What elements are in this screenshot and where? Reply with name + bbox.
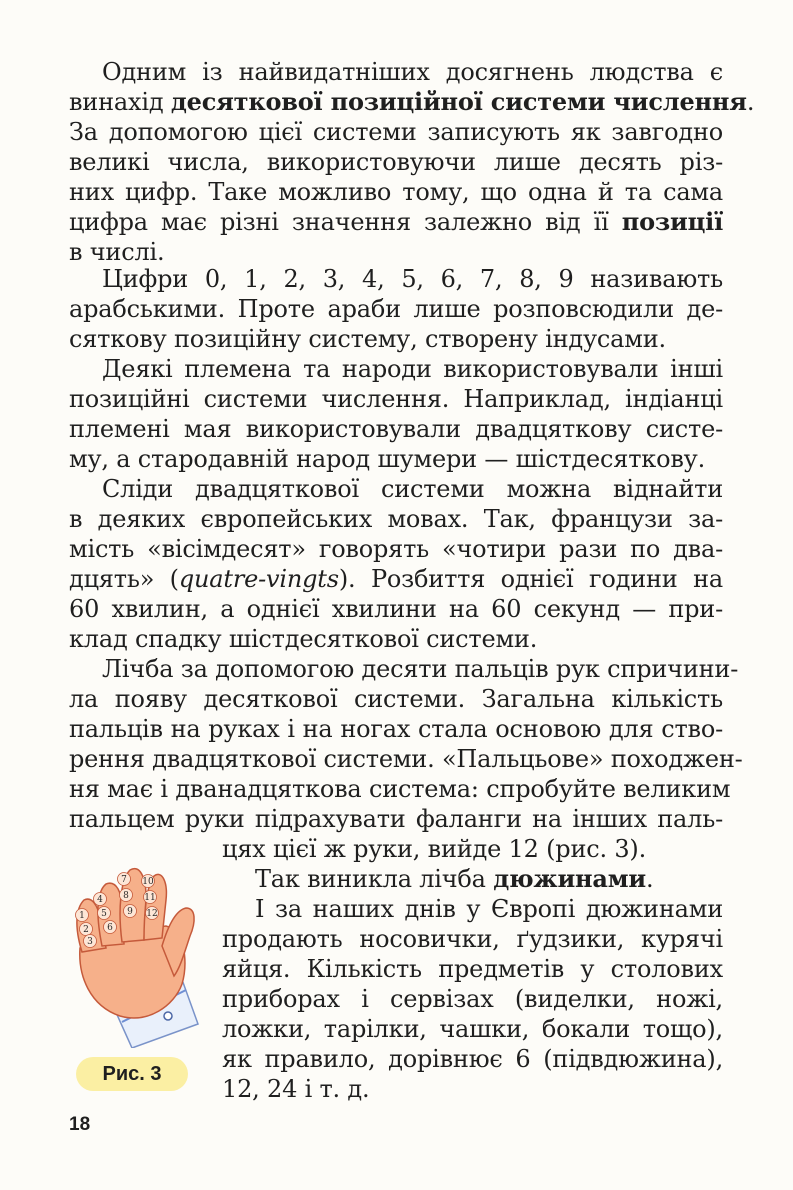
text-line: Цифри 0, 1, 2, 3, 4, 5, 6, 7, 8, 9 називають	[102, 265, 723, 293]
phalanx-number: 3	[87, 937, 93, 947]
phalanx-number: 5	[101, 909, 107, 919]
text-line: клад спадку шістдесяткової системи.	[69, 625, 538, 653]
text-line: За допомогою цієї системи записують як завгодно	[69, 118, 723, 146]
text-line: 60 хвилин, а однієї хвилини на 60 секунд — при-	[69, 595, 723, 623]
phalanx-number: 9	[127, 907, 133, 917]
text-line: ла появу десяткової системи. Загальна кількість	[69, 685, 723, 713]
text-line: Одним із найвидатніших досягнень людства є	[102, 58, 723, 86]
text-line: пальцем руки підрахувати фаланги на інших паль-	[69, 805, 723, 833]
text-line: як правило, дорівнює 6 (підвдюжина),	[222, 1045, 723, 1073]
phalanx-number: 10	[142, 877, 154, 887]
text-line: яйця. Кількість предметів у столових	[222, 955, 723, 983]
text-line: в числі.	[69, 238, 165, 266]
figure-caption: Рис. 3	[76, 1057, 188, 1091]
text-line: ложки, тарілки, чашки, бокали тощо),	[222, 1015, 723, 1043]
phalanx-number: 4	[97, 895, 103, 905]
text-line: Так виникла лічба дюжинами.	[255, 864, 654, 893]
text-line: винахід десяткової позиційної системи числення.	[69, 87, 755, 116]
text-line: І за наших днів у Європі дюжинами	[255, 895, 723, 923]
text-line: цях цієї ж руки, вийде 12 (рис. 3).	[222, 835, 647, 863]
phalanx-number: 12	[146, 909, 158, 919]
text-line: 12, 24 і т. д.	[222, 1075, 370, 1103]
text-line: Деякі племена та народи використовували інші	[102, 355, 723, 383]
hand-counting-figure	[62, 856, 202, 1048]
text-line: Лічба за допомогою десяти пальців рук спричини-	[102, 655, 739, 683]
text-line: в деяких європейських мовах. Так, французи за-	[69, 505, 723, 533]
text-line: ня має і дванадцяткова система: спробуйте великим	[69, 775, 731, 803]
cuff-button	[164, 1012, 172, 1020]
page-number: 18	[69, 1114, 91, 1135]
text-line: них цифр. Таке можливо тому, що одна й та сама	[69, 178, 723, 206]
text-line: му, а стародавній народ шумери — шістдесяткову.	[69, 445, 706, 473]
phalanx-number: 11	[144, 893, 156, 903]
text-line: продають носовички, ґудзики, курячі	[222, 925, 723, 953]
text-line: цифра має різні значення залежно від її позиції	[69, 207, 723, 236]
bold-term: десяткової позиційної системи числення	[170, 87, 747, 116]
text-line: пальців на руках і на ногах стала основою для ство-	[69, 715, 723, 743]
text-line: великі числа, використовуючи лише десять різ-	[69, 148, 723, 176]
text-line: приборах і сервізах (виделки, ножі,	[222, 985, 723, 1013]
phalanx-number: 7	[121, 875, 127, 885]
bold-term: позиції	[621, 207, 723, 236]
text-line: племені мая використовували двадцяткову систе-	[69, 415, 723, 443]
text-line: позиційні системи числення. Наприклад, індіанці	[69, 385, 723, 413]
text-line: дцять» (quatre-vingts). Розбиття однієї години на	[69, 565, 723, 593]
text-line: арабськими. Проте араби лише розповсюдили де-	[69, 295, 723, 323]
italic-term: quatre-vingts	[178, 565, 339, 593]
text-line: Сліди двадцяткової системи можна віднайти	[102, 475, 723, 503]
phalanx-number: 6	[107, 923, 113, 933]
text-line: мість «вісімдесят» говорять «чотири рази по два-	[69, 535, 723, 563]
phalanx-number: 8	[123, 891, 129, 901]
bold-term: дюжинами	[493, 864, 647, 893]
phalanx-number: 2	[83, 925, 89, 935]
text-line: сяткову позиційну систему, створену індусами.	[69, 325, 666, 353]
phalanx-number: 1	[79, 911, 85, 921]
text-line: рення двадцяткової системи. «Пальцьове» походжен-	[69, 745, 743, 773]
